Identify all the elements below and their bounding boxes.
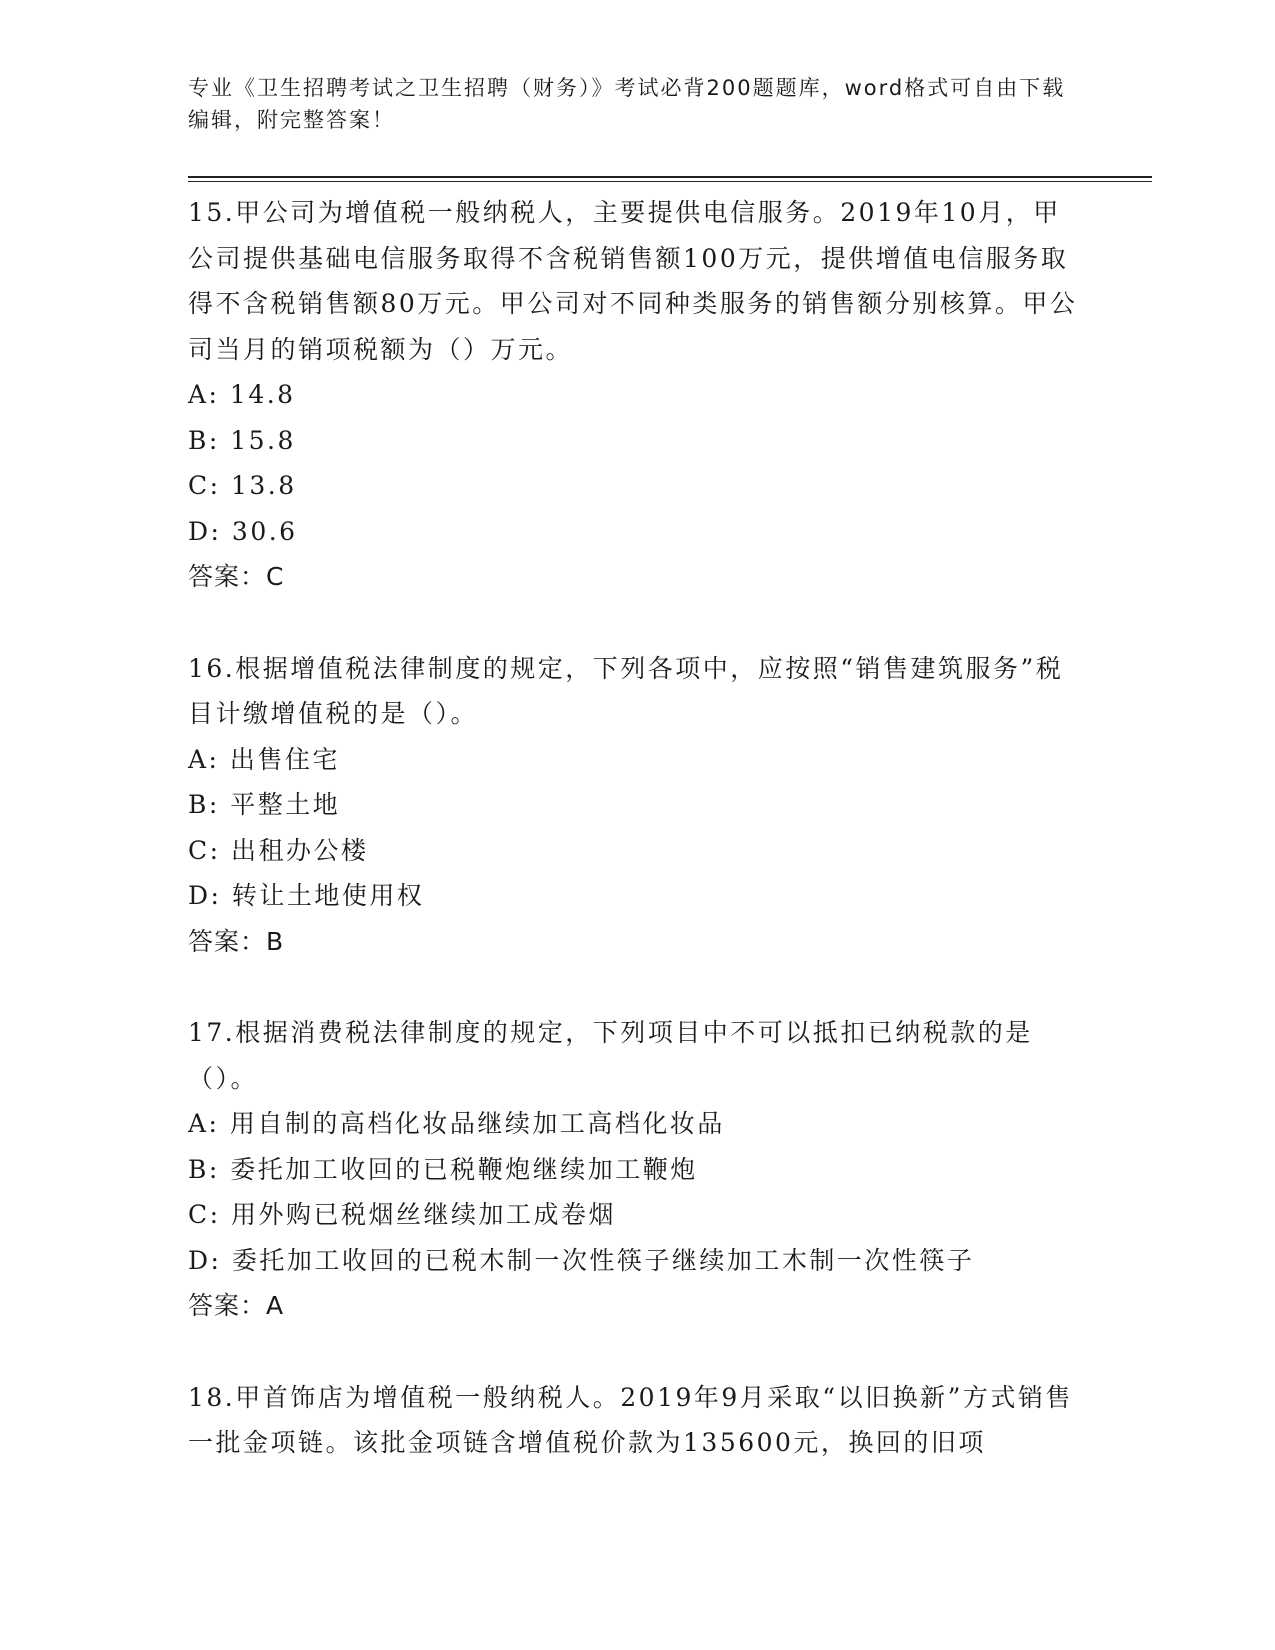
header-rule-thick [188,176,1152,178]
question-16 [188,646,1088,965]
document-header [188,72,1068,136]
option-b: B: 平整土地 [188,790,341,819]
question-17 [188,1010,1088,1329]
question-text: 16.根据增值税法律制度的规定，下列各项中，应按照“销售建筑服务”税目计缴增值税的是（）。 [188,653,1064,728]
question-18 [188,1375,1088,1466]
option-a: A: 用自制的高档化妆品继续加工高档化妆品 [188,1109,725,1138]
option-c: C: 出租办公楼 [188,835,369,865]
question-15 [188,190,1088,600]
question-list [188,190,1088,1512]
option-a: A: 14.8 [188,380,296,409]
option-a: A: 出售住宅 [188,744,340,774]
question-text: 18.甲首饰店为增值税一般纳税人。2019年9月采取“以旧换新”方式销售一批金项链。该批金项链含增值税价款为135600元，换回的旧项 [188,1382,1073,1457]
question-text: 17.根据消费税法律制度的规定，下列项目中不可以抵扣已纳税款的是（）。 [188,1018,1033,1093]
header-text: 专业《卫生招聘考试之卫生招聘（财务）》考试必背200题题库，word格式可自由下载编辑，附完整答案！ [188,76,1066,132]
option-b: B: 15.8 [188,425,296,455]
option-b: B: 委托加工收回的已税鞭炮继续加工鞭炮 [188,1154,698,1184]
option-d: D: 30.6 [188,516,298,546]
option-d: D: 委托加工收回的已税木制一次性筷子继续加工木制一次性筷子 [188,1245,975,1275]
question-text: 15.甲公司为增值税一般纳税人，主要提供电信服务。2019年10月，甲公司提供基础电信服务取得不含税销售额100万元，提供增值电信服务取得不含税销售额80万元。甲公司对不同种类服务的销售额分别核算。甲公司当月的销项税额为（）万元。 [188,198,1078,364]
option-d: D: 转让土地使用权 [188,881,425,910]
answer: 答案：C [188,562,285,591]
answer: 答案：B [188,926,285,956]
option-c: C: 用外购已税烟丝继续加工成卷烟 [188,1200,616,1229]
answer: 答案：A [188,1291,285,1320]
option-c: C: 13.8 [188,471,297,500]
header-rule-thin [188,181,1152,182]
